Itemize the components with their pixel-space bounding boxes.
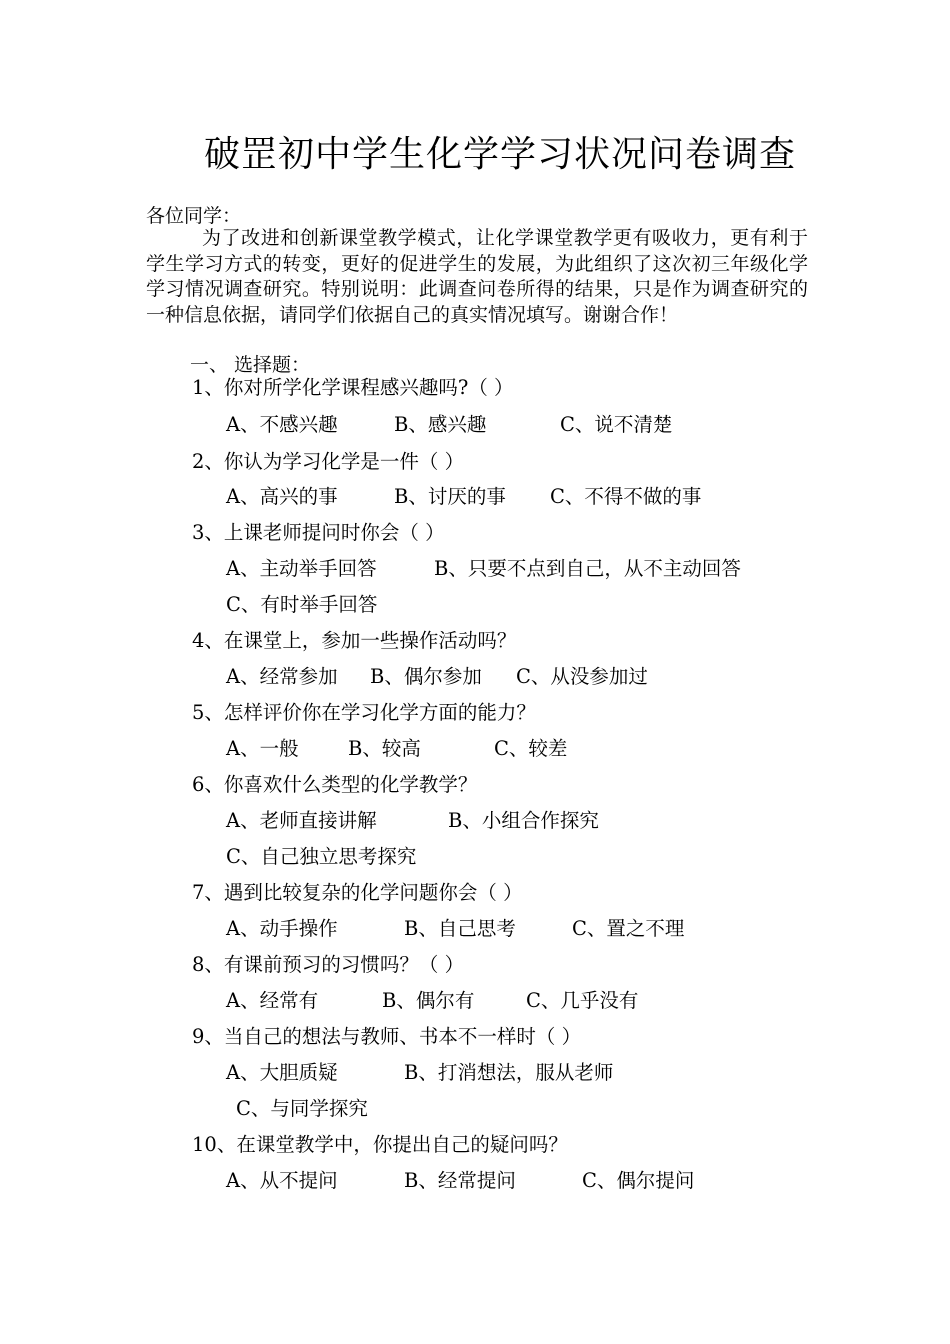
option-c: C、不得不做的事 — [550, 485, 702, 508]
option-a: A、经常有 — [226, 989, 319, 1012]
option-b: B、讨厌的事 — [394, 485, 506, 508]
option-a: A、一般 — [226, 737, 299, 760]
question-1: 1、你对所学化学课程感兴趣吗?（ ） — [192, 376, 514, 399]
option-a: A、从不提问 — [226, 1169, 338, 1192]
question-2: 2、你认为学习化学是一件（ ） — [192, 450, 465, 473]
option-c: C、置之不理 — [572, 917, 685, 940]
option-b: B、自己思考 — [404, 917, 516, 940]
option-b: B、经常提问 — [404, 1169, 516, 1192]
option-b: B、较高 — [348, 737, 421, 760]
option-a: A、大胆质疑 — [226, 1061, 338, 1084]
option-c: C、偶尔提问 — [582, 1169, 695, 1192]
question-9: 9、当自己的想法与教师、书本不一样时（ ） — [192, 1025, 582, 1048]
option-c: C、自己独立思考探究 — [226, 845, 417, 868]
option-a: A、高兴的事 — [226, 485, 338, 508]
intro-paragraph: 为了改进和创新课堂教学模式，让化学课堂教学更有吸收力，更有利于学生学习方式的转变，更好的促进学生的发展，为此组织了这次初三年级化学学习情况调查研究。特别说明：此调查问卷所得的结果，只是作为调查研究的一种信息依据，请同学们依据自己的真实情况填写。谢谢合作！ — [146, 227, 808, 326]
question-3: 3、上课老师提问时你会（ ） — [192, 521, 445, 544]
option-c: C、较差 — [494, 737, 568, 760]
option-a: A、经常参加 — [226, 665, 338, 688]
question-5: 5、怎样评价你在学习化学方面的能力？ — [192, 701, 536, 724]
option-a: A、主动举手回答 — [226, 557, 377, 580]
greeting: 各位同学： — [146, 205, 242, 227]
option-b: B、小组合作探究 — [448, 809, 599, 832]
option-c: C、与同学探究 — [236, 1097, 368, 1120]
option-b: B、打消想法，服从老师 — [404, 1061, 614, 1084]
option-b: B、感兴趣 — [394, 413, 487, 436]
question-6: 6、你喜欢什么类型的化学教学？ — [192, 773, 478, 796]
page-title: 破罡初中学生化学学习状况问卷调查 — [203, 134, 796, 175]
question-7: 7、遇到比较复杂的化学问题你会（ ） — [192, 881, 523, 904]
section-heading: 一、 选择题： — [190, 354, 311, 376]
question-8: 8、有课前预习的习惯吗？（ ） — [192, 953, 465, 976]
option-c: C、从没参加过 — [516, 665, 648, 688]
option-c: C、有时举手回答 — [226, 593, 378, 616]
option-a: A、不感兴趣 — [226, 413, 338, 436]
option-b: B、偶尔参加 — [370, 665, 482, 688]
option-c: C、说不清楚 — [560, 413, 673, 436]
option-c: C、几乎没有 — [526, 989, 639, 1012]
option-b: B、偶尔有 — [382, 989, 475, 1012]
option-a: A、动手操作 — [226, 917, 338, 940]
question-4: 4、在课堂上，参加一些操作活动吗？ — [192, 629, 517, 652]
option-a: A、老师直接讲解 — [226, 809, 377, 832]
question-10: 10、在课堂教学中，你提出自己的疑问吗？ — [192, 1133, 568, 1156]
option-b: B、只要不点到自己，从不主动回答 — [434, 557, 741, 580]
